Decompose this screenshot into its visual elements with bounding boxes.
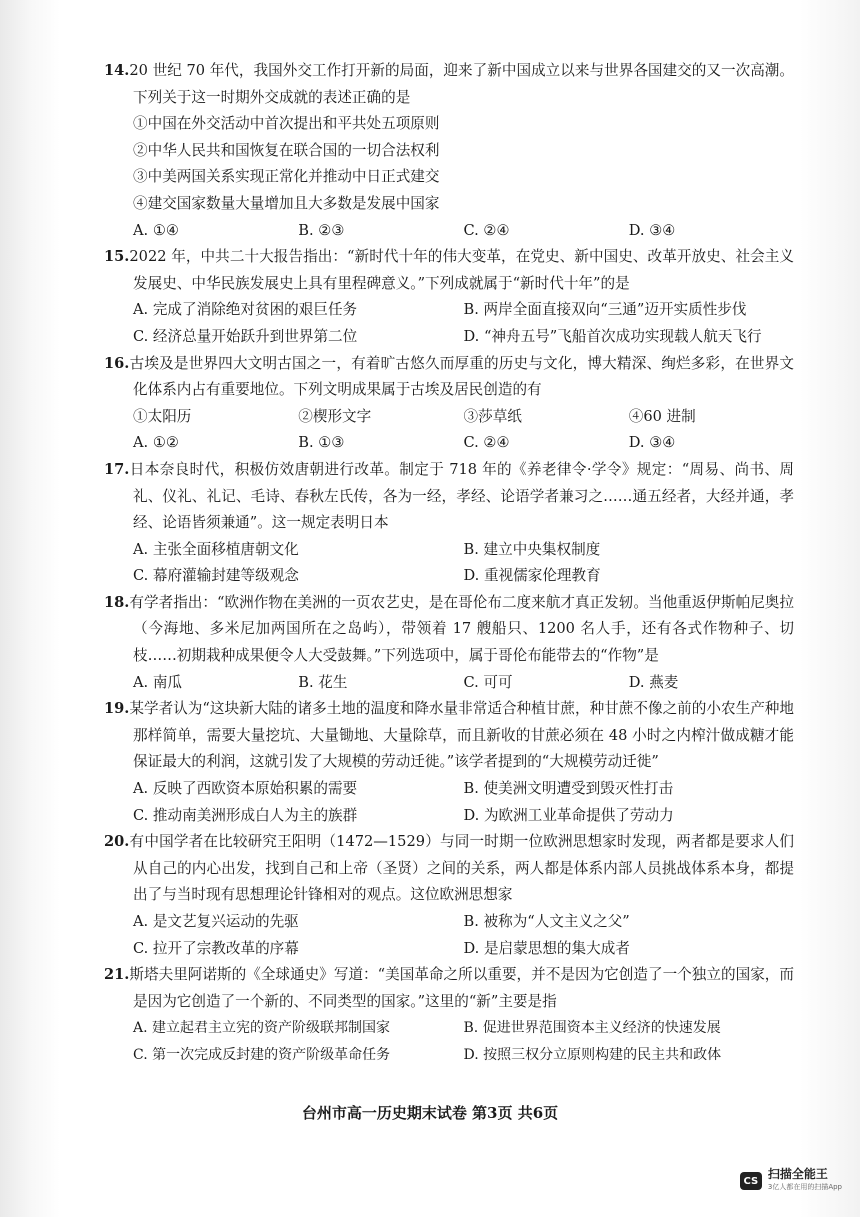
option-b[interactable]: B. 促进世界范围资本主义经济的快速发展 <box>463 1020 721 1037</box>
question-text: 2022 年，中共二十大报告指出：“新时代十年的伟大变革，在党史、新中国史、改革开放史、社会主义发展史、中华民族发展史上具有里程碑意义。”下列成就属于“新时代十年”的是 <box>129 248 794 292</box>
option-a[interactable]: A. ①② <box>133 434 179 452</box>
question-text: 某学者认为“这块新大陆的诸多土地的温度和降水量非常适合种植甘蔗，种甘蔗不像之前的小农生产种地那样简单，需要大量挖坑、大量锄地、大量除草，而且新收的甘蔗必须在 48 小时之内榨汁做成糖才能保证最大的利润，这就引发了大规模的劳动迁徙。”该学者提到的“大规模劳动迁徙” <box>129 700 794 771</box>
option-d[interactable]: D. ③④ <box>628 221 676 239</box>
option-b[interactable]: B. 使美洲文明遭受到毁灭性打击 <box>463 780 674 798</box>
options-row <box>133 297 794 324</box>
option-c[interactable]: C. 拉开了宗教改革的序幕 <box>133 939 299 957</box>
options-row <box>133 324 794 351</box>
options-row <box>133 218 794 245</box>
question-text: 有学者指出：“欧洲作物在美洲的一页农艺史，是在哥伦布二度来航才真正发轫。当他重返伊斯帕尼奥拉（今海地、多米尼加两国所在之岛屿），带领着 17 艘船只、1200 名人手，还有各式作物种子、切枝……初期栽种成果便令人大受鼓舞。”下列选项中，属于哥伦布能带去的“作物”是 <box>129 593 794 665</box>
option-b[interactable]: B. ②③ <box>298 221 345 239</box>
question-number: 19. <box>104 700 130 718</box>
option-d[interactable]: D. 按照三权分立原则构建的民主共和政体 <box>463 1046 722 1063</box>
camscanner-logo-icon: CS <box>740 1172 762 1190</box>
option-a[interactable]: A. 反映了西欧资本原始积累的需要 <box>133 780 358 798</box>
option-a[interactable]: A. 完成了消除绝对贫困的艰巨任务 <box>133 301 358 319</box>
question-stem <box>104 457 794 537</box>
question-stem <box>104 351 794 404</box>
question-number: 17. <box>104 460 130 478</box>
question-14 <box>104 58 794 244</box>
options-row <box>133 1015 794 1042</box>
statement: ③中美两国关系实现正常化并推动中日正式建交 <box>133 168 440 186</box>
option-d[interactable]: D. 重视儒家伦理教育 <box>463 567 601 585</box>
option-b[interactable]: B. 两岸全面直接双向“三通”迈开实质性步伐 <box>463 301 747 319</box>
watermark-text <box>768 1168 842 1194</box>
question-17 <box>104 457 794 590</box>
option-b[interactable]: B. 建立中央集权制度 <box>463 540 601 558</box>
option-d[interactable]: D. 是启蒙思想的集大成者 <box>463 939 630 957</box>
option-a[interactable]: A. 建立起君主立宪的资产阶级联邦制国家 <box>133 1020 391 1037</box>
question-stem <box>104 590 794 670</box>
question-number: 15. <box>104 248 130 266</box>
options-row <box>133 430 794 457</box>
statements-row <box>133 404 794 431</box>
question-text: 斯塔夫里阿诺斯的《全球通史》写道：“美国革命之所以重要，并不是因为它创造了一个独立的国家，而是因为它创造了一个新的、不同类型的国家。”这里的“新”主要是指 <box>129 966 794 1010</box>
option-a[interactable]: A. 主张全面移植唐朝文化 <box>133 540 299 558</box>
question-number: 21. <box>104 966 130 984</box>
question-stem <box>104 829 794 909</box>
watermark-subtitle: 3亿人都在用的扫描App <box>767 1183 842 1191</box>
question-21 <box>104 962 794 1068</box>
options-row <box>133 803 794 830</box>
options-row <box>133 909 794 936</box>
question-15 <box>104 244 794 350</box>
options-row <box>133 537 794 564</box>
question-19 <box>104 696 794 829</box>
option-c[interactable]: C. ②④ <box>463 434 510 452</box>
statement: ②中华人民共和国恢复在联合国的一切合法权利 <box>133 141 440 159</box>
option-a[interactable]: A. 南瓜 <box>133 673 183 691</box>
option-a[interactable]: A. 是文艺复兴运动的先驱 <box>133 913 299 930</box>
question-stem <box>104 244 794 297</box>
watermark-title: 扫描全能王 <box>767 1167 828 1181</box>
question-stem <box>104 58 794 111</box>
options-row <box>133 563 794 590</box>
page-footer: 台州市高一历史期末试卷 第3页 共6页 <box>301 1104 559 1122</box>
statement: ④建交国家数量大量增加且大多数是发展中国家 <box>133 194 440 212</box>
question-20 <box>104 829 794 962</box>
question-text: 古埃及是世界四大文明古国之一，有着旷古悠久而厚重的历史与文化，博大精深、绚烂多彩，在世界文化体系内占有重要地位。下列文明成果属于古埃及居民创造的有 <box>129 354 794 399</box>
option-c[interactable]: C. 可可 <box>463 673 513 691</box>
option-d[interactable]: D. 燕麦 <box>628 673 679 691</box>
options-row <box>133 936 794 963</box>
question-18 <box>104 590 794 696</box>
question-16 <box>104 351 794 457</box>
options-row <box>133 1042 794 1069</box>
question-text: 20 世纪 70 年代，我国外交工作打开新的局面，迎来了新中国成立以来与世界各国建交的又一次高潮。下列关于这一时期外交成就的表述正确的是 <box>129 62 794 106</box>
scanner-watermark <box>740 1168 842 1194</box>
option-c[interactable]: C. 推动南美洲形成白人为主的族群 <box>133 806 358 824</box>
option-c[interactable]: C. 经济总量开始跃升到世界第二位 <box>133 327 358 345</box>
option-c[interactable]: C. 第一次完成反封建的资产阶级革命任务 <box>133 1046 391 1063</box>
option-d[interactable]: D. 为欧洲工业革命提供了劳动力 <box>463 806 674 824</box>
question-number: 18. <box>104 593 130 611</box>
question-text: 有中国学者在比较研究王阳明（1472—1529）与同一时期一位欧洲思想家时发现，两者都是要求人们从自己的内心出发，找到自己和上帝（圣贤）之间的关系，两人都是体系内部人员挑战体系本身，都提出了与当时现有思想理论针锋相对的观点。这位欧洲思想家 <box>129 833 794 904</box>
statement: ④60 进制 <box>628 407 696 425</box>
question-number: 16. <box>104 354 130 372</box>
statement: ①中国在外交活动中首次提出和平共处五项原则 <box>133 115 440 133</box>
option-b[interactable]: B. 花生 <box>298 673 348 691</box>
statement: ①太阳历 <box>133 407 192 425</box>
options-row <box>133 670 794 697</box>
option-d[interactable]: D. ③④ <box>628 434 676 452</box>
option-b[interactable]: B. ①③ <box>298 434 345 452</box>
question-text: 日本奈良时代，积极仿效唐朝进行改革。制定于 718 年的《养老律令·学令》规定：“周易、尚书、周礼、仪礼、礼记、毛诗、春秋左氏传，各为一经，孝经、论语学者兼习之……通五经者，大经并通，孝经、论语皆须兼通”。这一规定表明日本 <box>129 460 794 532</box>
statement: ②楔形文字 <box>298 407 372 425</box>
question-stem <box>104 696 794 776</box>
statement: ③莎草纸 <box>463 407 522 425</box>
options-row <box>133 776 794 803</box>
option-c[interactable]: C. ②④ <box>463 221 510 239</box>
question-number: 20. <box>104 833 130 851</box>
option-d[interactable]: D. “神舟五号”飞船首次成功实现载人航天飞行 <box>463 327 762 345</box>
question-stem <box>104 962 794 1015</box>
option-a[interactable]: A. ①④ <box>133 221 179 239</box>
option-b[interactable]: B. 被称为“人文主义之父” <box>463 913 630 930</box>
question-list <box>104 58 794 1069</box>
option-c[interactable]: C. 幕府灌输封建等级观念 <box>133 567 299 585</box>
question-number: 14. <box>104 62 130 79</box>
